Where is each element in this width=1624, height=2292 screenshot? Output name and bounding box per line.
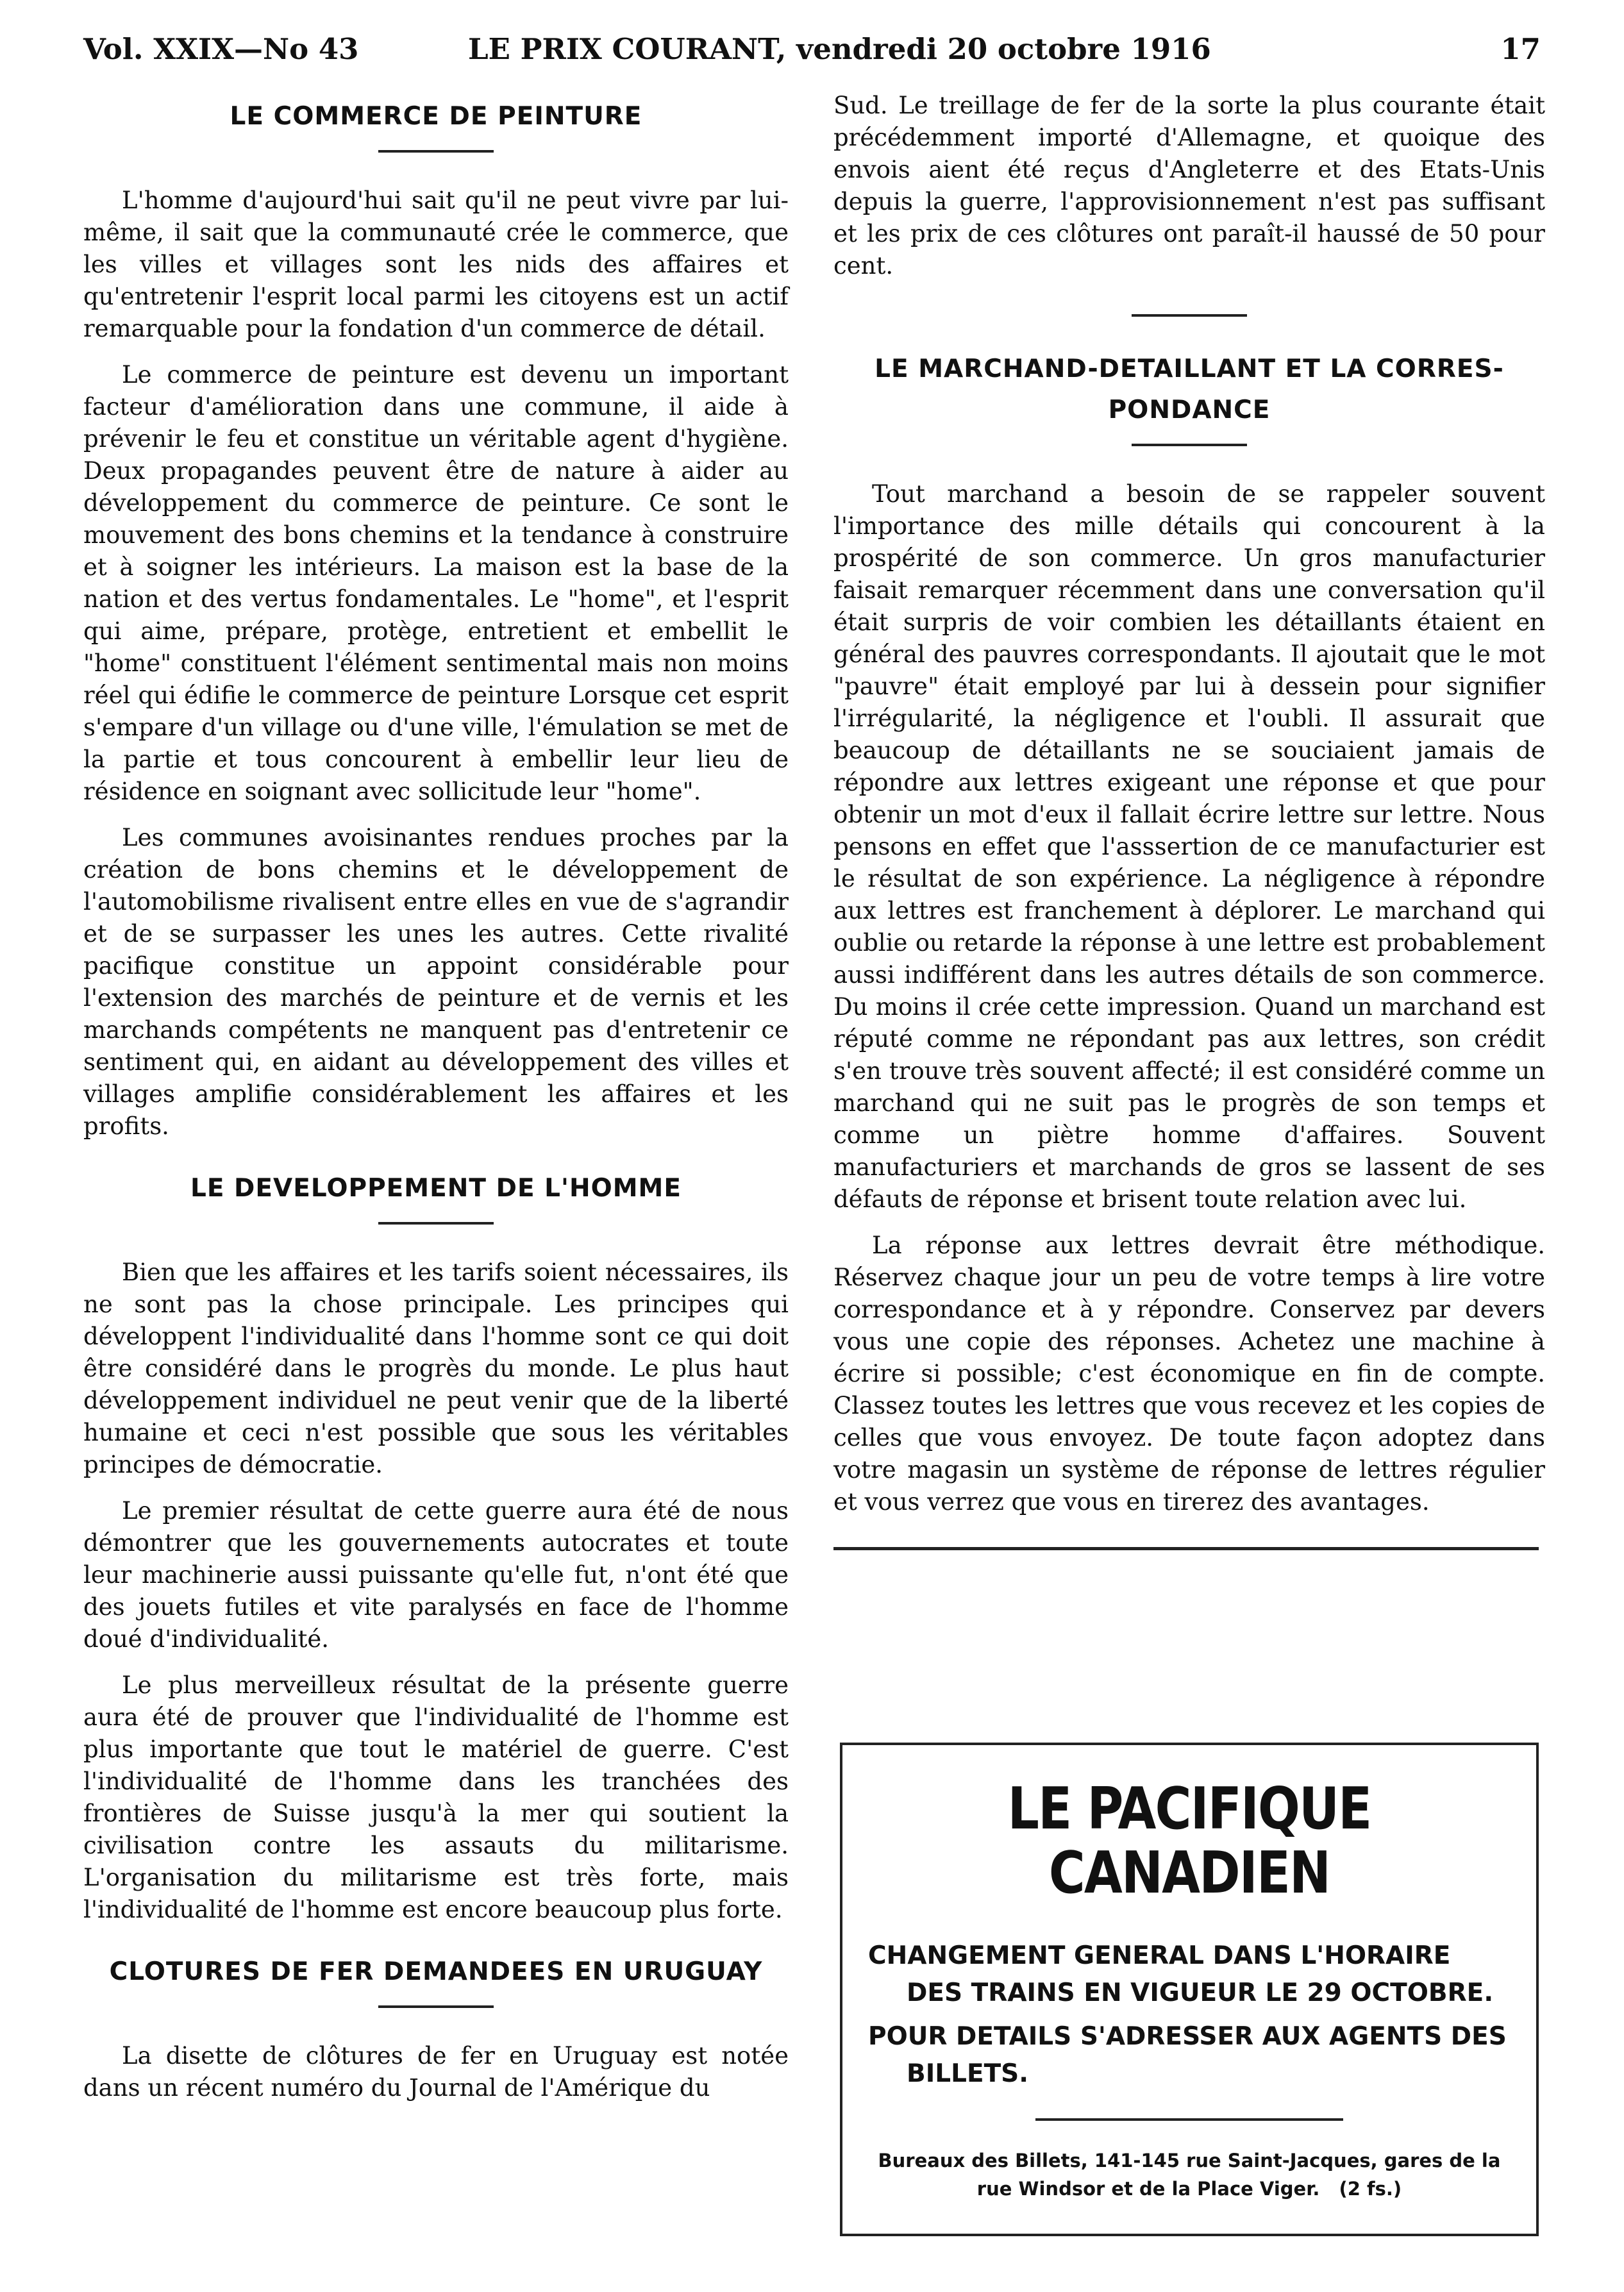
paragraph: Le plus merveilleux résultat de la présente guerre aura été de prouver que l'individualité de l'homme est plus importante que tout le matériel de guerre. C'est l'individualité de l'homme dans les tranchées des frontières de Suisse jusqu'à la mer qui soutient la civilisation contre les assauts du militarisme. L'organisation du militarisme est très forte, mais l'individualité de l'homme est encore beaucoup plus forte. bbox=[83, 1671, 789, 1923]
article-title-developpement-homme: LE DEVELOPPEMENT DE L'HOMME bbox=[190, 1174, 682, 1203]
paragraph: L'homme d'aujourd'hui sait qu'il ne peut vivre par lui-même, il sait que la communauté crée le commerce, que les villes et villages sont les nids des affaires et qu'entretenir l'esprit local parmi les citoyens est un actif remarquable pour la fondation d'un commerce de détail. bbox=[83, 187, 789, 342]
publication-title: LE PRIX COURANT, vendredi 20 octobre 1916 bbox=[468, 32, 1211, 66]
paragraph: Tout marchand a besoin de se rappeler souvent l'importance des mille détails qui concourent à la prospérité de son commerce. Un gros manufacturier faisait remarquer récemment dans une conversation qu'il était surpris de voir combien les détaillants étaient en général des pauvres correspondants. Il ajoutait que le mot "pauvre" était employé par lui à dessein pour signifier l'irrégularité, la négligence et l'oubli. Il assurait que beaucoup de détaillants ne se souciaient jamais de répondre aux lettres exigeant une réponse et que pour obtenir un mot d'eux il fallait écrire lettre sur lettre. Nous pensons en effet que l'asssertion de ce manufacturier est le résultat de son expérience. La négligence à répondre aux lettres est franchement à déplorer. Le marchand qui oublie ou retarde la réponse à une lettre est probablement aussi indifférent dans les autres détails de son commerce. Du moins il crée cette impression. Quand un marchand est réputé comme ne répondant pas aux lettres, son crédit s'en trouve très souvent affecté; il est considéré comme un marchand qui ne suit pas le progrès de son temps et comme un piètre homme d'affaires. Souvent manufacturiers et marchands de gros se lassent de ses défauts de réponse et brisent toute relation avec lui. bbox=[833, 480, 1545, 1213]
paragraph: La disette de clôtures de fer en Uruguay est notée dans un récent numéro du Journal de l'Amérique du bbox=[83, 2042, 789, 2102]
ad-line-details: POUR DETAILS S'ADRESSER AUX AGENTS DES BILLETS. bbox=[868, 2022, 1507, 2088]
ad-footer bbox=[868, 2146, 1511, 2203]
page-header bbox=[83, 32, 1541, 77]
paragraph: Bien que les affaires et les tarifs soient nécessaires, ils ne sont pas la chose principale. Les principes qui développent l'individualité dans l'homme sont ce qui doit être considéré dans le progrès du monde. Le plus haut développement individuel ne peut venir que de la liberté humaine et ceci n'est possible que sous les véritables principes de démocratie. bbox=[83, 1259, 789, 1478]
article-title-marchand-detaillant: LE MARCHAND-DETAILLANT ET LA CORRES- bbox=[875, 355, 1504, 383]
left-column bbox=[83, 90, 789, 2118]
volume-number: Vol. XXIX—No 43 bbox=[83, 32, 359, 66]
divider bbox=[1035, 2118, 1343, 2121]
article-title-marchand-detaillant-line2: PONDANCE bbox=[1108, 396, 1271, 424]
paragraph-continued: Sud. Le treillage de fer de la sorte la plus courante était précédemment importé d'Allemagne, et quoique des envois aient été reçus d'Angleterre et des Etats-Unis depuis la guerre, l'approvisionnement n'est pas suffisant et les prix de ces clôtures ont paraît-il haussé de 50 pour cent. bbox=[833, 92, 1545, 280]
divider bbox=[1132, 444, 1247, 446]
article-title-commerce-peinture: LE COMMERCE DE PEINTURE bbox=[230, 102, 642, 131]
paragraph: La réponse aux lettres devrait être méthodique. Réservez chaque jour un peu de votre temps à lire votre correspondance et à y répondre. Conservez par devers vous une copie des réponses. Achetez une machine à écrire si possible; c'est économique en fin de compte. Classez toutes les lettres que vous recevez et les copies de celles que vous envoyez. De toute façon adoptez dans votre magasin un système de réponse de lettres régulier et vous verrez que vous en tirerez des avantages. bbox=[833, 1232, 1545, 1516]
divider bbox=[1132, 314, 1247, 317]
ad-line-schedule: CHANGEMENT GENERAL DANS L'HORAIRE DES TRAINS EN VIGUEUR LE 29 OCTOBRE. bbox=[868, 1941, 1494, 2007]
page-number: 17 bbox=[1500, 32, 1541, 66]
article-title-clotures-fer: CLOTURES DE FER DEMANDEES EN URUGUAY bbox=[109, 1957, 763, 1986]
ad-footer-code: (2 fs.) bbox=[1339, 2178, 1402, 2200]
paragraph: Les communes avoisinantes rendues proches par la création de bons chemins et le développement de l'automobilisme rivalisent entre elles en vue de s'agrandir et de se surpasser les unes les autres. Cette rivalité pacifique constitue un appoint considérable pour l'extension des marchés de peinture et de vernis et les marchands compétents ne manquent pas d'entretenir ce sentiment qui, en aidant au développement des villes et villages amplifie considérablement les affaires et les profits. bbox=[83, 824, 789, 1140]
right-column bbox=[833, 90, 1545, 1585]
paragraph: Le premier résultat de cette guerre aura été de nous démontrer que les gouvernements autocrates et toute leur machinerie aussi puissante qu'elle fut, n'ont été que des jouets futiles et vite paralysés en face de l'homme doué d'individualité. bbox=[83, 1497, 789, 1653]
advertisement-box bbox=[840, 1743, 1539, 2236]
ad-footer-address: Bureaux des Billets, 141-145 rue Saint-Jacques, gares de la rue Windsor et de la Place Viger. bbox=[878, 2150, 1501, 2200]
ad-brand: LE PACIFIQUE CANADIEN bbox=[1007, 1775, 1371, 1907]
divider bbox=[378, 2005, 494, 2008]
divider bbox=[378, 150, 494, 153]
section-divider bbox=[833, 1547, 1539, 1550]
divider bbox=[378, 1222, 494, 1225]
paragraph: Le commerce de peinture est devenu un important facteur d'amélioration dans une commune, il aide à prévenir le feu et constitue un véritable agent d'hygiène. Deux propagandes peuvent être de nature à aider au développement du commerce de peinture. Ce sont le mouvement des bons chemins et la tendance à construire et à soigner les intérieurs. La maison est la base de la nation et des vertus fondamentales. Le "home", et l'esprit qui aime, prépare, protège, entretient et embellit le "home" constituent l'élément sentimental mais non moins réel qui édifie le commerce de peinture Lorsque cet esprit s'empare d'un village ou d'une ville, l'émulation se met de la partie et tous concourent à embellir leur lieu de résidence en soignant avec sollicitude leur "home". bbox=[83, 361, 789, 805]
